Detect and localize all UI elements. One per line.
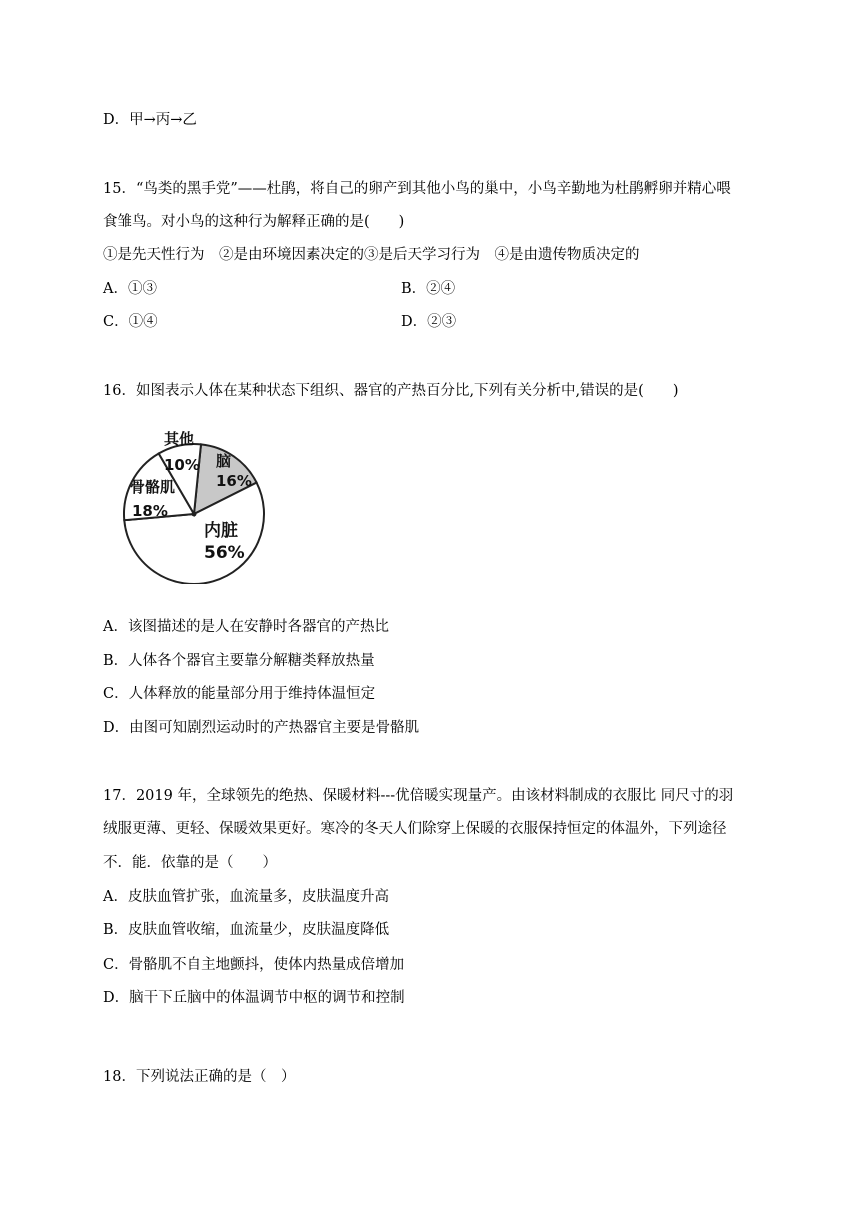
question-17-option-a: A．皮肤血管扩张，血流量多，皮肤温度升高 — [103, 889, 389, 905]
question-16-option-a: A．该图描述的是人在安静时各器官的产热比 — [103, 619, 389, 635]
pie-slice-value-1: 16% — [216, 472, 252, 490]
question-15-option-b: B．②④ — [401, 281, 456, 297]
question-16-option-b: B．人体各个器官主要靠分解糖类释放热量 — [103, 653, 375, 669]
question-17-stem-line2: 绒服更薄、更轻、保暖效果更好。寒冷的冬天人们除穿上保暖的衣服保持恒定的体温外，下列途径 — [103, 821, 727, 837]
question-17-option-d: D．脑干下丘脑中的体温调节中枢的调节和控制 — [103, 990, 405, 1006]
question-17-stem-line1: 17．2019 年，全球领先的绝热、保暖材料---优倍暖实现量产。由该材料制成的衣服比 同尺寸的羽 — [103, 788, 734, 804]
pie-slice-value-3: 18% — [132, 502, 168, 520]
pie-slice-value-4: 10% — [164, 456, 200, 474]
pie-slice-label-4: 其他 — [164, 430, 195, 448]
question-15-statements: ①是先天性行为 ②是由环境因素决定的③是后天学习行为 ④是由遗传物质决定的 — [103, 247, 640, 263]
question-15-option-c: C．①④ — [103, 314, 158, 330]
question-15-stem-line1: 15．“鸟类的黑手党”——杜鹃，将自己的卵产到其他小鸟的巢中，小鸟辛勤地为杜鹃孵卵并精心喂 — [103, 181, 731, 197]
question-18-stem: 18．下列说法正确的是（ ） — [103, 1069, 296, 1085]
question-15-stem-line2: 食雏鸟。对小鸟的这种行为解释正确的是( ) — [103, 214, 405, 230]
question-14-option-d: D．甲→丙→乙 — [103, 112, 197, 128]
question-15-option-a: A．①③ — [103, 281, 157, 297]
question-16-option-c: C．人体释放的能量部分用于维持体温恒定 — [103, 686, 376, 702]
pie-center-dot — [192, 512, 197, 517]
question-17-option-b: B．皮肤血管收缩，血流量少，皮肤温度降低 — [103, 922, 390, 938]
pie-slice-value-2: 56% — [204, 543, 245, 563]
pie-slice-label-2: 内脏 — [204, 521, 238, 541]
heat-production-pie-chart — [112, 424, 272, 584]
question-17-stem-line3: 不．能．依靠的是（ ） — [103, 855, 277, 871]
pie-slice-label-3: 骨骼肌 — [130, 478, 176, 496]
pie-slice-label-1: 脑 — [216, 452, 232, 470]
question-15-option-d: D．②③ — [401, 314, 457, 330]
question-17-option-c: C．骨骼肌不自主地颤抖，使体内热量成倍增加 — [103, 957, 405, 973]
question-16-option-d: D．由图可知剧烈运动时的产热器官主要是骨骼肌 — [103, 720, 420, 736]
question-16-stem: 16．如图表示人体在某种状态下组织、器官的产热百分比,下列有关分析中,错误的是( ) — [103, 383, 679, 399]
